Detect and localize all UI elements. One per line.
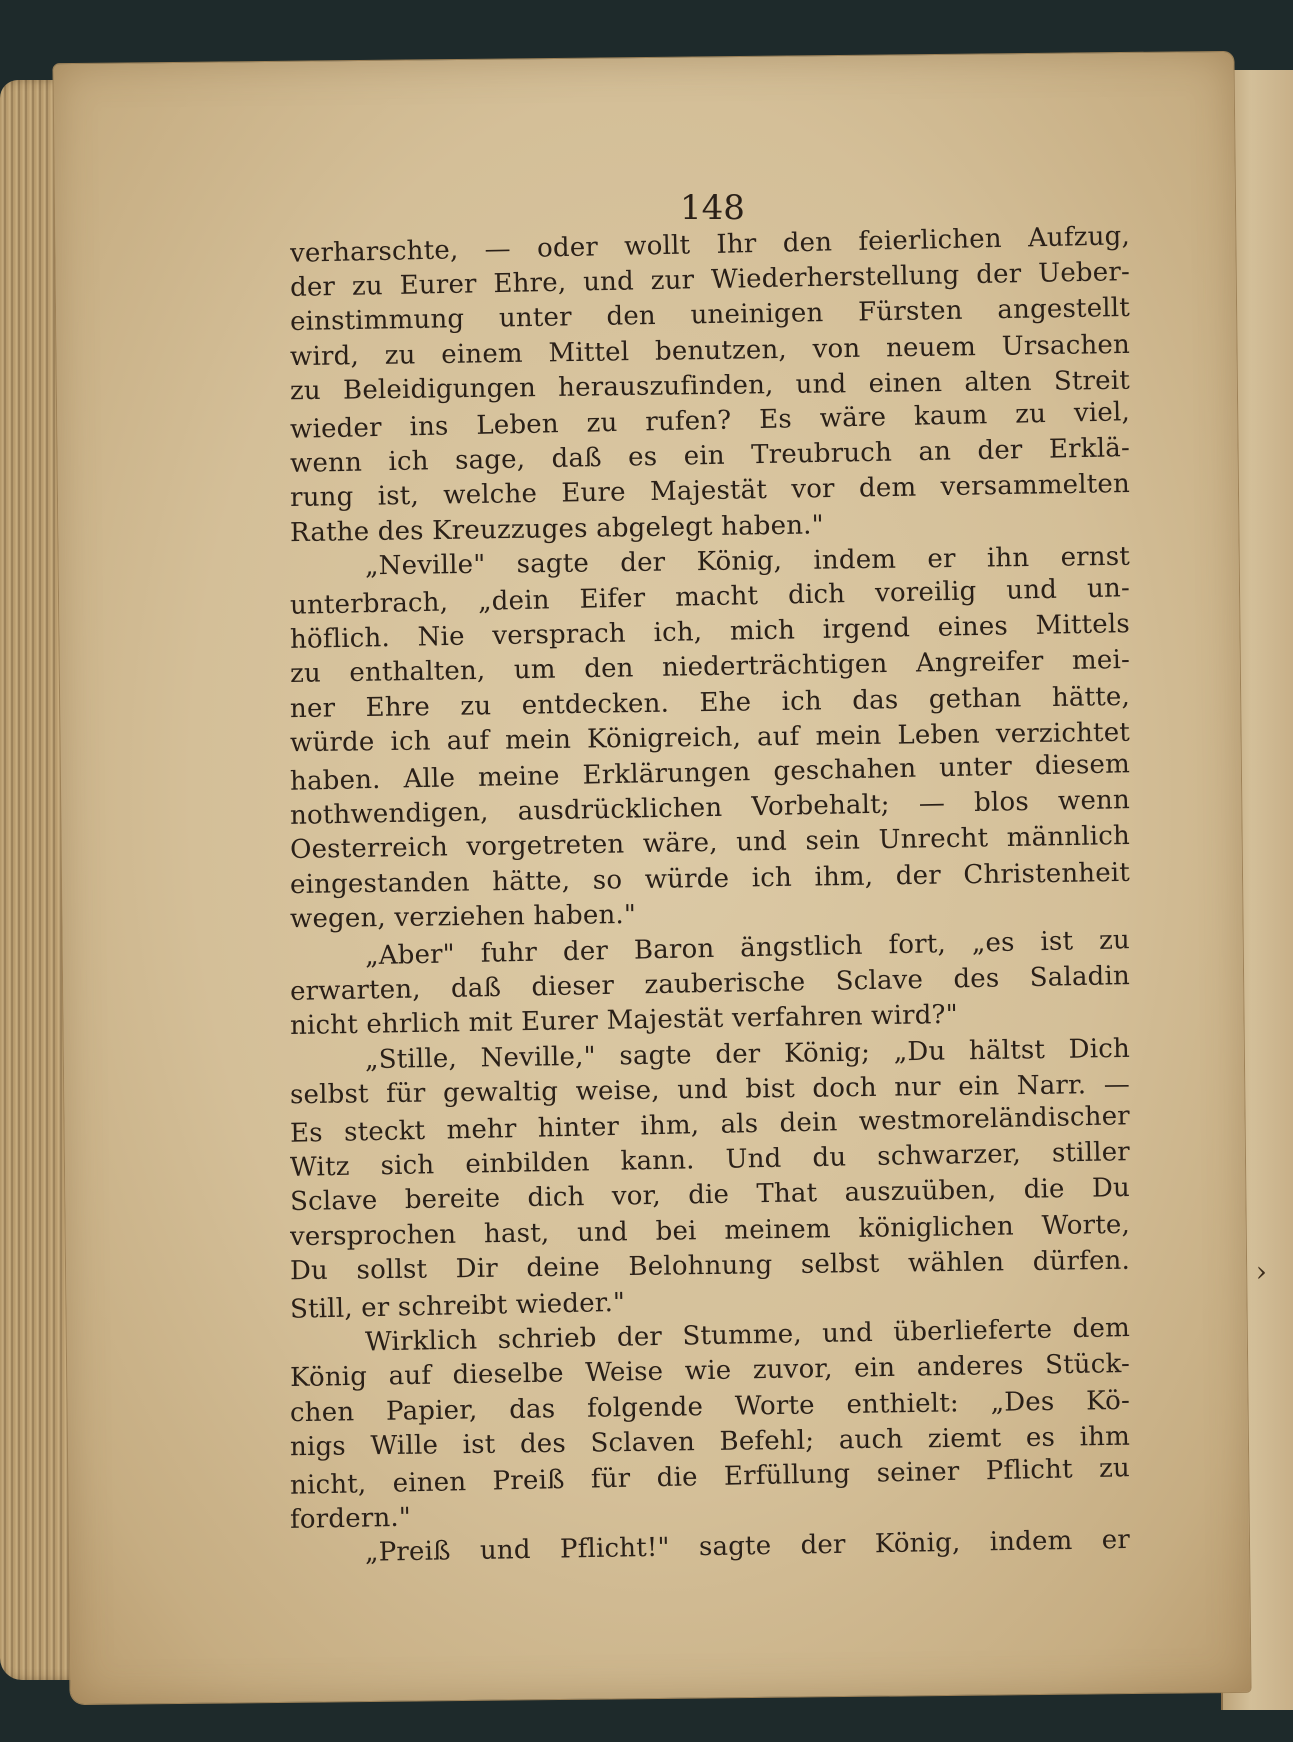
next-page-marker: › (1255, 1255, 1267, 1288)
text-line: Rathe des Kreuzzuges abgelegt haben." (289, 509, 825, 548)
text-line: „Preiß und Pflicht!" sagte der König, indem er (364, 1525, 1131, 1569)
text-line: ner Ehre zu entdecken. Ehe ich das gethan hätte, (289, 681, 1131, 724)
text-line: rung ist, welche Eure Majestät vor dem versammelten (289, 469, 1131, 514)
text-line: wieder ins Leben zu rufen? Es wäre kaum zu viel, (289, 397, 1131, 445)
text-line: wenn ich sage, daß es ein Treubruch an der Erklä- (289, 433, 1131, 480)
text-line: Wirklich schrieb der Stumme, und überlieferte dem (364, 1313, 1131, 1358)
text-line: eingestanden hätte, so würde ich ihm, der Christenheit (289, 857, 1131, 900)
text-line: haben. Alle meine Erklärungen geschahen unter diesem (289, 749, 1131, 797)
text-line: Still, er schreibt wieder." (289, 1287, 626, 1325)
text-line: verharschte, — oder wollt Ihr den feierlichen Aufzug, (289, 221, 1131, 269)
text-line: chen Papier, das folgende Worte enthielt: „Des Kö- (289, 1385, 1131, 1428)
text-line: zu Beleidigungen herauszufinden, und einen alten Streit (289, 365, 1131, 407)
text-line: Es steckt mehr hinter ihm, als dein westmoreländischer (289, 1101, 1131, 1149)
text-line: „Neville" sagte der König, indem er ihn ernst (364, 541, 1131, 582)
page-number: 148 (680, 188, 745, 228)
text-line: würde ich auf mein Königreich, auf mein Leben verzichtet (289, 717, 1131, 759)
text-line: Sclave bereite dich vor, die That auszuüben, die Du (289, 1173, 1131, 1218)
text-line: fordern." (289, 1502, 412, 1536)
text-line: selbst für gewaltig weise, und bist doch nur ein Narr. — (289, 1069, 1131, 1111)
text-line: höflich. Nie versprach ich, mich irgend eines Mittels (289, 609, 1131, 656)
text-line: Du sollst Dir deine Belohnung selbst wählen dürfen. (289, 1245, 1131, 1287)
text-line: einstimmung unter den uneinigen Fürsten angestellt (289, 293, 1131, 338)
text-line: Oesterreich vorgetreten wäre, und sein Unrecht männlich (289, 821, 1131, 866)
text-line: König auf dieselbe Weise wie zuvor, ein anderes Stück- (289, 1349, 1131, 1394)
text-line: unterbrach, „dein Eifer macht dich voreilig und un- (289, 573, 1131, 621)
text-line: „Aber" fuhr der Baron ängstlich fort, „es ist zu (364, 925, 1131, 972)
text-line: versprochen hast, und bei meinem königlichen Worte, (289, 1209, 1131, 1252)
text-line: Witz sich einbilden kann. Und du schwarzer, stiller (289, 1137, 1131, 1184)
text-line: nicht ehrlich mit Eurer Majestät verfahren wird?" (289, 1000, 959, 1042)
text-line: erwarten, daß dieser zauberische Sclave des Saladin (289, 961, 1131, 1008)
text-line: zu enthalten, um den niederträchtigen Angreifer mei- (289, 645, 1131, 690)
text-line: wegen, verziehen haben." (289, 899, 637, 935)
text-line: nigs Wille ist des Sclaven Befehl; auch ziemt es ihm (289, 1421, 1131, 1463)
body-text (289, 185, 1131, 1569)
text-line: „Stille, Neville," sagte der König; „Du hältst Dich (364, 1033, 1131, 1075)
text-line: nicht, einen Preiß für die Erfüllung seiner Pflicht zu (289, 1453, 1131, 1501)
text-line: nothwendigen, ausdrücklichen Vorbehalt; — blos wenn (289, 785, 1131, 832)
text-line: der zu Eurer Ehre, und zur Wiederherstellung der Ueber- (289, 257, 1131, 304)
text-line: wird, zu einem Mittel benutzen, von neuem Ursachen (289, 329, 1131, 372)
